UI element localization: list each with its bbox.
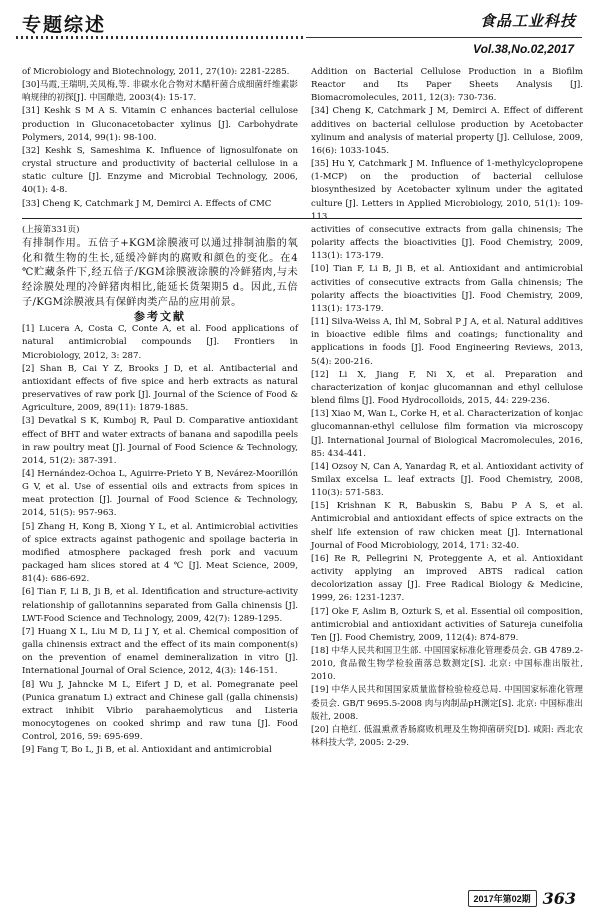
reference-item: [7] Huang X L, Liu M D, Li J Y, et al. Chemical composition of galla chinensis extract and the effect of its main component(s) on the prevention of enamel demineralization in vitro [J]. International Journal of Oral Science, 2012, 4(3): 146-151. [22,626,298,677]
reference-item: [20] 白艳红. 低温熏煮香肠腐败机理及生物抑菌研究[D]. 咸阳: 西北农林科技大学, 2005: 2-29. [311,724,583,749]
section-title: 专题综述 [22,14,107,36]
top-right-references [311,66,583,224]
reference-item: [5] Zhang H, Kong B, Xiong Y L, et al. Antimicrobial activities of spice extracts against pathogenic and spoilage bacteria in modified atmosphere packaged fresh pork and vacuum packaged ham slices stored at 4 ℃ [J]. Meat Science, 2009, 81(4): 686-692. [22,521,298,585]
reference-item: [32] Keshk S, Sameshima K. Influence of lignosulfonate on crystal structure and productivity of bacterial cellulose in a static culture [J]. Enzyme and Microbial Technology, 2006, 40(1): 4-8. [22,145,298,196]
top-left-references [22,66,298,211]
reference-item: [11] Silva-Weiss A, Ihl M, Sobral P J A, et al. Natural additives in bioactive edible films and coatings; functionality and applications in foods [J]. Food Engineering Reviews, 2013, 5(4): 200-216. [311,317,583,367]
reference-item: [10] Tian F, Li B, Ji B, et al. Antioxidant and antimicrobial activities of consecutive extracts from Galla chinensis; The polarity affects the bioactivities [J]. Food Chemistry, 2009, 113(1): 173-179. [311,264,583,314]
reference-item: [9] Fang T, Bo L, Ji B, et al. Antioxidant and antimicrobial [22,745,272,756]
reference-item: [35] Hu Y, Catchmark J M. Influence of 1-methylcyclopropene (1-MCP) on the production of bacterial cellulose biosynthesized by Acetobacter xylinum under the agitated culture [J]. Letters in Applied Microbiology, 2010, 51(1): 109-113. [311,159,583,222]
reference-item: of Microbiology and Biotechnology, 2011, 27(10): 2281-2285. [22,67,290,77]
continued-note: (上接第331页) [22,225,80,235]
section-divider [22,218,582,219]
article-left-column [22,224,298,757]
reference-item: [13] Xiao M, Wan L, Corke H, et al. Characterization of konjac glucomannan-ethyl cellulose film formation via microscopy [J]. International Journal of Biological Macromolecules, 2016, 85: 434-441. [311,409,583,459]
reference-item: [14] Ozsoy N, Can A, Yanardag R, et al. Antioxidant activity of Smilax excelsa L. leaf extracts [J]. Food Chemistry, 2008, 110(3): 571-583. [311,461,583,499]
reference-item: activities of consecutive extracts from galla chinensis; The polarity affects the bioactivities [J]. Food Chemistry, 2009, 113(1): 173-179. [311,225,583,262]
reference-item: [16] Re R, Pellegrini N, Proteggente A, et al. Antioxidant activity applying an improved ABTS radical cation decolorization assay [J]. Free Radical Biology & Medicine, 1999, 26: 1231-1237. [311,553,583,604]
reference-item: [6] Tian F, Li B, Ji B, et al. Identification and structure-activity relationship of gallotannins separated from Galla chinensis [J]. LWT-Food Science and Technology, 2009, 42(7): 1289-1295. [22,587,298,624]
reference-item: [19] 中华人民共和国国家质量监督检验检疫总局. 中国国家标准化管理委员会. GB/T 9695.5-2008 肉与肉制品pH测定[S]. 北京: 中国标准出版社, 2008. [311,685,583,722]
reference-item: [30]马霞,王瑞明,关凤梅,等. 非碳水化合物对木醋杆菌合成细菌纤维素影响规律的初探[J]. 中国酿造, 2003(4): 15-17. [22,80,298,104]
reference-item: [12] Li X, Jiang F, Ni X, et al. Preparation and characterization of konjac glucomannan and ethyl cellulose blend films [J]. Food Hydrocolloids, 2015, 44: 229-236. [311,369,583,407]
page-footer [468,889,576,908]
conclusion-paragraph: 有排制作用。五倍子+KGM涂膜液可以通过排制油脂的氧化和微生物的生长,延缓冷鲜肉的腐败和颜色的变化。在4 ℃贮藏条件下,经五倍子/KGM涂膜液涂膜的冷鲜猪肉,与未经涂膜处理的冷鲜猪肉相比,能延长货架期5 d。因此,五倍子/KGM涂膜液具有保鲜肉类产品的应用前景。 [22,238,298,308]
reference-item: [8] Wu J, Jahncke M L, Eifert J D, et al. Pomegranate peel (Punica granatum L) extract and Chinese gall (galla chinensis) extract inhibit Vibrio parahaemolyticus and Listeria monocytogenes on cooked shrimp and raw tuna [J]. Food Control, 2016, 59: 695-699. [22,679,298,743]
article-right-column [311,224,583,750]
issue-label: 2017年第02期 [468,890,537,907]
references-heading: 参考文献 [134,310,186,324]
reference-item: [31] Keshk S M A S. Vitamin C enhances bacterial cellulose production in Gluconacetobacter xylinus [J]. Carbohydrate Polymers, 2014, 99(1): 98-100. [22,106,298,143]
reference-item: [33] Cheng K, Catchmark J M, Demirci A. Effects of CMC [22,198,272,209]
reference-item: Addition on Bacterial Cellulose Production in a Biofilm Reactor and Its Paper Sheets Analysis [J]. Biomacromolecules, 2011, 12(3): 730-736. [311,67,583,104]
journal-logo: 食品工业科技 [479,12,576,30]
reference-item: [18] 中华人民共和国卫生部. 中国国家标准化管理委员会. GB 4789.2-2010, 食品微生物学检验菌落总数测定[S]. 北京: 中国标准出版社, 2010. [311,646,583,683]
volume-info: Vol.38,No.02,2017 [473,42,574,56]
reference-item: [3] Devatkal S K, Kumboj R, Paul D. Comparative antioxidant effect of BHT and water extracts of banana and sapodilla peels in raw poultry meat [J]. Journal of Food Science & Technology, 2014, 51(2): 387-391. [22,416,298,466]
reference-item: [4] Hernández-Ochoa L, Aguirre-Prieto Y B, Nevárez-Moorillón G V, et al. Use of essential oils and extracts from spices in meat protection [J]. Journal of Food Science & Technology, 2014, 51(5): 957-963. [22,469,298,519]
reference-item: [2] Shan B, Cai Y Z, Brooks J D, et al. Antibacterial and antioxidant effects of five spice and herb extracts as natural preservatives of raw pork [J]. Journal of the Science of Food & Agriculture, 2009, 89(11): 1879-1885. [22,363,298,414]
reference-item: [17] Oke F, Aslim B, Ozturk S, et al. Essential oil composition, antimicrobial and antioxidant activities of Satureja cuneifolia Ten [J]. Food Chemistry, 2009, 112(4): 874-879. [311,606,583,643]
page-number: 363 [542,889,576,908]
reference-item: [15] Krishnan K R, Babuskin S, Babu P A S, et al. Antimicrobial and antioxidant effects of spice extracts on the shelf life extension of raw chicken meat [J]. International Journal of Food Microbiology, 2014, 171: 32-40. [311,501,583,551]
reference-item: [1] Lucera A, Costa C, Conte A, et al. Food applications of natural antimicrobial compounds [J]. Frontiers in Microbiology, 2012, 3: 287. [22,324,298,361]
header-dotted-rule [16,36,306,39]
reference-item: [34] Cheng K, Catchmark J M, Demirci A. Effect of different additives on bacterial cellulose production by Acetobacter xylinum and analysis of material property [J]. Cellulose, 2009, 16(6): 1033-1045. [311,106,583,156]
header-rule [306,37,582,38]
